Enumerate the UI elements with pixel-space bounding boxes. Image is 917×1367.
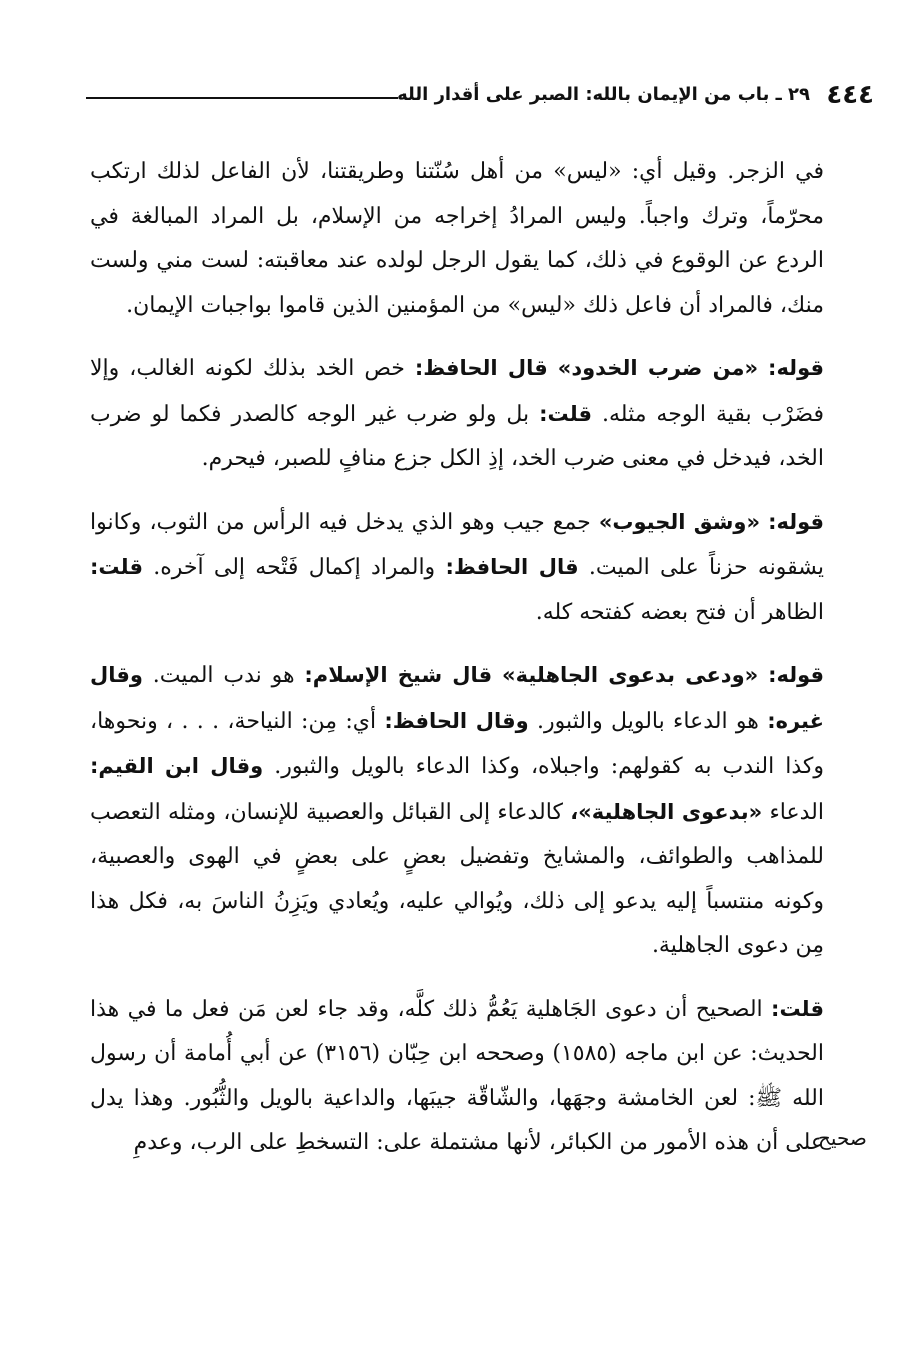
keyword-run: قلت: [771,996,824,1021]
paragraph [90,987,824,1166]
chapter-title: ٢٩ ـ باب من الإيمان بالله: الصبر على أقدار الله [397,84,810,105]
keyword-run: «ودعى بدعوى الجاهلية» [502,663,759,687]
keyword-run: وقال غيره: [90,663,824,733]
paragraph [90,653,824,969]
text-run: أي: مِن: النياحة، . . . ، ونحوها، وكذا الندب به كقولهم: واجبلاه، وكذا الدعاء بالويل والثبور. [90,708,824,779]
running-header [86,78,874,118]
keyword-run: قوله: [768,509,824,534]
keyword-run: «من ضرب الخدود» [557,356,759,380]
text-run: كالدعاء إلى القبائل والعصبية للإنسان، ومثله التعصب للمذاهب والطوائف، والمشايخ وتفضيل بعضٍ على بعضٍ في الهوى والعصبية، وكونه منتسباً إليه يدعو إلى ذلك، ويُوالي عليه، ويُعادي ويَزِنُ الناسَ به، فكل هذا مِن دعوى الجاهلية. [90,799,824,958]
keyword-run: قوله: [768,663,824,687]
text-run: هو ندب الميت. [142,663,305,688]
keyword-run: قال شيخ الإسلام: [304,663,493,687]
keyword-run: قال الحافظ: [414,356,548,380]
paragraph [90,346,824,482]
header-rule [86,97,398,99]
keyword-run: قال الحافظ: [445,555,579,579]
text-run: خص الخد بذلك لكونه الغالب، وإلا فضَرْب بقية الوجه مثله. [90,356,825,427]
text-run: الظاهر أن فتح بعضه كفتحه كله. [535,599,824,625]
paragraph [90,500,824,636]
keyword-run: قوله: [768,356,824,380]
text-run: جمع جيب وهو الذي يدخل فيه الرأس من الثوب، وكانوا يشقونه حزناً على الميت. [90,509,824,580]
margin-note: صحيح [818,1126,867,1150]
text-run: بل ولو ضرب غير الوجه كالصدر فكما لو ضرب الخد، فيدخل في معنى ضرب الخد، إذِ الكل جزع منافٍ للصبر، فيحرم. [90,401,824,471]
keyword-run: قلت: [90,555,143,579]
text-run [758,663,768,688]
keyword-run: «وشق الجيوب» [598,509,761,534]
text-run [492,663,502,688]
paragraph [90,150,824,328]
text-run: في الزجر. وقيل أي: «ليس» من أهل سُنّتنا وطريقتنا، لأن الفاعل لذلك ارتكب محرّماً، وترك واجباً. وليس المرادُ إخراجه من الإسلام، بل المراد المبالغة في الردع عن الوقوع في ذلك، كما يقول الرجل لولده عند معاقبته: لست مني ولست منك، فالمراد أن فاعل ذلك «ليس» من المؤمنين الذين قاموا بواجبات الإيمان. [90,159,824,318]
keyword-run: وقال الحافظ: [384,708,529,733]
text-run [548,356,558,381]
page-number: ٤٤٤ [826,80,874,110]
keyword-run: «بدعوى الجاهلية»، [570,799,763,824]
text-run: الدعاء [762,799,824,825]
keyword-run: قلت: [539,401,593,426]
text-run [758,356,768,381]
keyword-run: وقال ابن القيم: [90,754,264,778]
text-run [760,510,768,535]
text-run: هو الدعاء بالويل والثبور. [528,708,768,734]
text-run: والمراد إكمال فَتْحه إلى آخره. [142,555,446,580]
body-text [90,150,824,1166]
text-run: الصحيح أن دعوى الجَاهلية يَعُمُّ ذلك كلَّه، وقد جاء لعن مَن فعل ما في هذا الحديث: عن ابن ماجه (١٥٨٥) وصححه ابن حِبّان (٣١٥٦) عن أبي أُمامة أن رسول الله ﷺ: لعن الخامشة وجهَها، والشّاقّة جيبَها، والداعية بالويل والثُّبُور. وهذا يدل على أن هذه الأمور من الكبائر، لأنها مشتملة على: التسخطِ على الرب، وعدمِ [90,996,824,1155]
